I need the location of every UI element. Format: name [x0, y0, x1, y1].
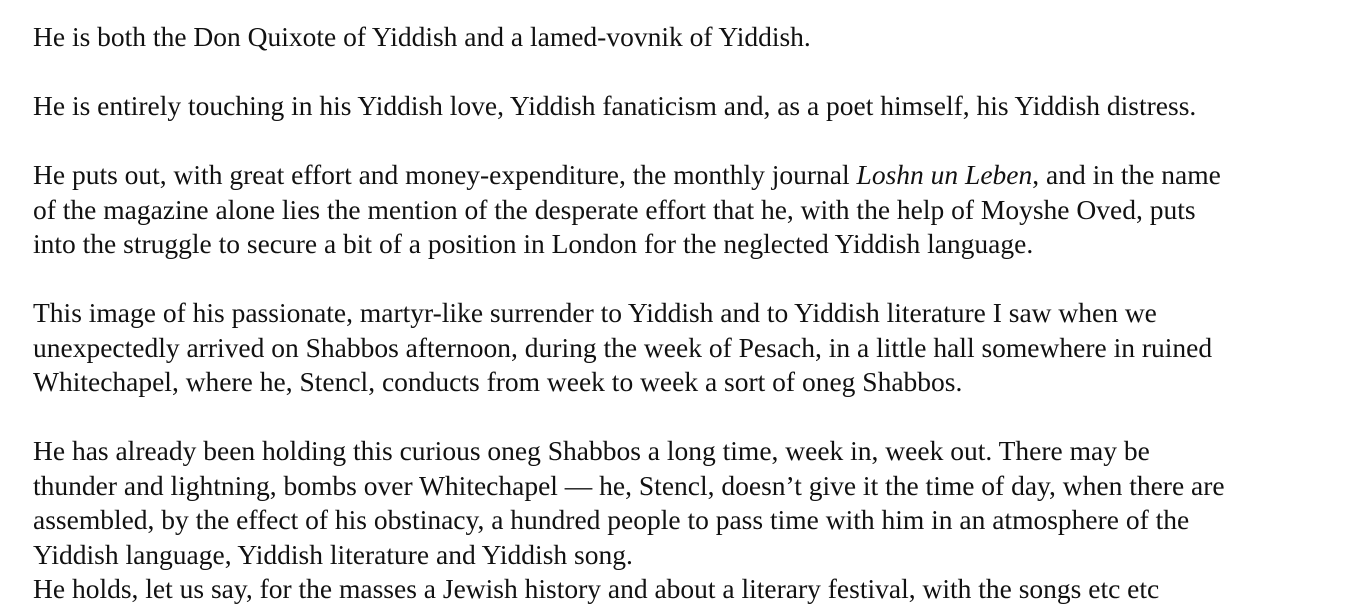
journal-title: Loshn un Leben	[856, 159, 1033, 190]
text-line: This image of his passionate, martyr-like surrender to Yiddish and to Yiddish literature I saw when we	[33, 297, 1157, 328]
text-line: He is entirely touching in his Yiddish love, Yiddish fanaticism and, as a poet himself, his Yiddish distress.	[33, 90, 1197, 121]
text-line-cut-off: He holds, let us say, for the masses a Jewish history and about a literary festival, with the songs etc etc	[33, 573, 1160, 604]
text-line-with-title	[33, 158, 1343, 193]
text-line: thunder and lightning, bombs over Whitechapel — he, Stencl, doesn’t give it the time of day, when there are	[33, 469, 1225, 501]
paragraph-5	[33, 434, 1343, 607]
text-line: assembled, by the effect of his obstinacy, a hundred people to pass time with him in an atmosphere of the	[33, 504, 1190, 535]
paragraph-2	[33, 89, 1343, 124]
text-segment: He puts out, with great effort and money-expenditure, the monthly journal	[33, 159, 857, 190]
text-line: of the magazine alone lies the mention of the desperate effort that he, with the help of Moyshe Oved, puts	[33, 193, 1196, 225]
document-body	[33, 20, 1343, 607]
text-line: He has already been holding this curious oneg Shabbos a long time, week in, week out. There may be	[33, 435, 1150, 466]
text-line: Whitechapel, where he, Stencl, conducts from week to week a sort of oneg Shabbos.	[33, 366, 963, 397]
text-line: Yiddish language, Yiddish literature and Yiddish song.	[33, 538, 633, 570]
text-line: into the struggle to secure a bit of a position in London for the neglected Yiddish language.	[33, 228, 1034, 259]
text-line: unexpectedly arrived on Shabbos afternoon, during the week of Pesach, in a little hall somewhere in ruined	[33, 331, 1213, 363]
paragraph-1	[33, 20, 1343, 55]
text-line: He is both the Don Quixote of Yiddish and a lamed-vovnik of Yiddish.	[33, 21, 811, 52]
text-segment: , and in the name	[1032, 159, 1221, 190]
paragraph-3	[33, 158, 1343, 262]
paragraph-4	[33, 296, 1343, 400]
